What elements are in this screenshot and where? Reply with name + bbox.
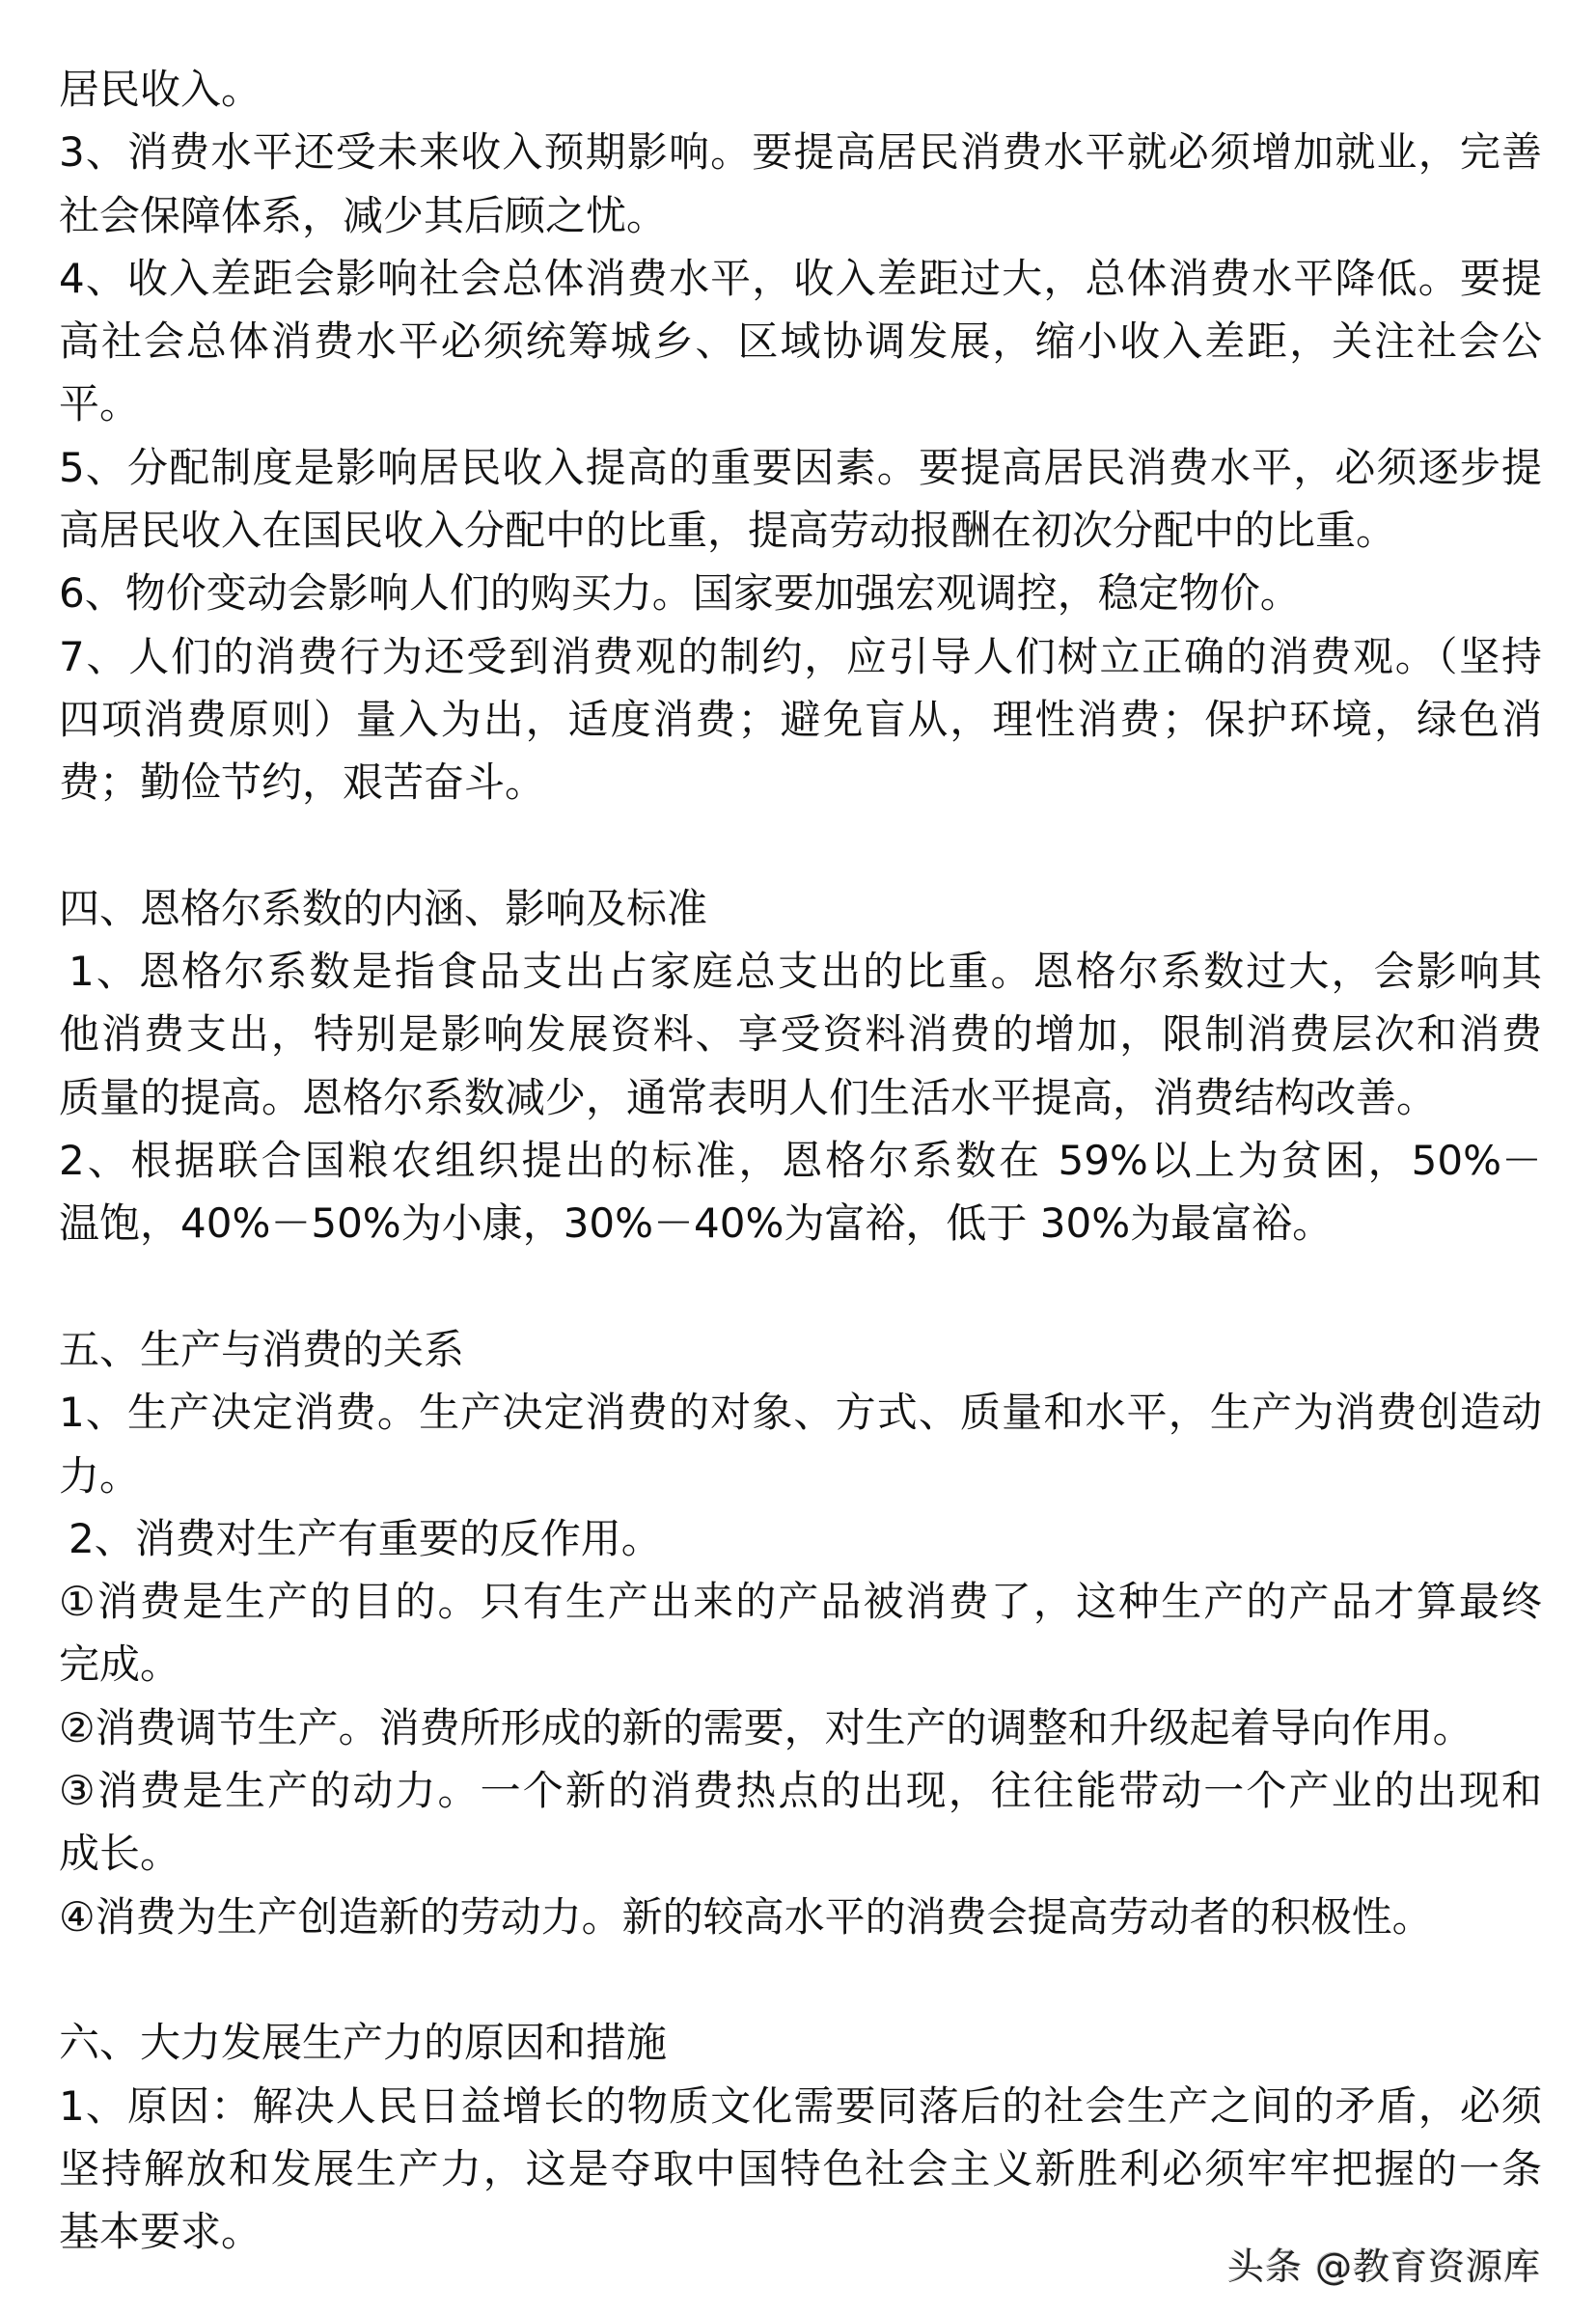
blank-line	[59, 814, 1542, 877]
document-body	[59, 58, 1542, 2263]
text-line: ①消费是生产的目的。只有生产出来的产品被消费了，这种生产的产品才算最终	[59, 1578, 1542, 1626]
section-heading: 四、恩格尔系数的内涵、影响及标准	[59, 884, 708, 932]
text-line: 质量的提高。恩格尔系数减少，通常表明人们生活水平提高，消费结构改善。	[59, 1073, 1438, 1121]
text-line: ③消费是生产的动力。一个新的消费热点的出现，往往能带动一个产业的出现和	[59, 1767, 1542, 1815]
text-line: 居民收入。	[59, 66, 262, 113]
text-line: ②消费调节生产。消费所形成的新的需要，对生产的调整和升级起着导向作用。	[59, 1703, 1473, 1751]
text-line: 1、生产决定消费。生产决定消费的对象、方式、质量和水平，生产为消费创造动	[59, 1389, 1542, 1437]
text-line: 完成。	[59, 1640, 181, 1689]
text-line: 四项消费原则）量入为出，适度消费；避免盲从，理性消费；保护环境，绿色消	[59, 695, 1542, 743]
text-line: 高社会总体消费水平必须统筹城乡、区域协调发展，缩小收入差距，关注社会公	[59, 317, 1542, 366]
text-line: 社会保障体系，减少其后顾之忧。	[59, 191, 668, 239]
text-line: 温饱，40%－50%为小康，30%－40%为富裕，低于 30%为最富裕。	[59, 1199, 1334, 1248]
text-line: 基本要求。	[59, 2208, 262, 2256]
text-line: 坚持解放和发展生产力，这是夺取中国特色社会主义新胜利必须牢牢把握的一条	[59, 2144, 1542, 2192]
text-line: 1、恩格尔系数是指食品支出占家庭总支出的比重。恩格尔系数过大，会影响其	[69, 948, 1542, 996]
section-heading: 六、大力发展生产力的原因和措施	[59, 2019, 668, 2067]
text-line: 5、分配制度是影响居民收入提高的重要因素。要提高居民消费水平，必须逐步提	[59, 443, 1542, 491]
text-line: 高居民收入在国民收入分配中的比重，提高劳动报酬在初次分配中的比重。	[59, 507, 1397, 555]
text-line: 他消费支出，特别是影响发展资料、享受资料消费的增加，限制消费层次和消费	[59, 1010, 1542, 1059]
text-line: 2、根据联合国粮农组织提出的标准，恩格尔系数在 59%以上为贫困，50%－	[59, 1137, 1542, 1185]
text-line: 1、原因：解决人民日益增长的物质文化需要同落后的社会生产之间的矛盾，必须	[59, 2081, 1542, 2130]
text-line: 7、人们的消费行为还受到消费观的制约，应引导人们树立正确的消费观。（坚持	[59, 632, 1542, 680]
section-heading: 五、生产与消费的关系	[59, 1325, 465, 1373]
text-line: 4、收入差距会影响社会总体消费水平，收入差距过大，总体消费水平降低。要提	[59, 254, 1542, 302]
text-line: 费；勤俭节约，艰苦奋斗。	[59, 758, 546, 807]
text-line: ④消费为生产创造新的劳动力。新的较高水平的消费会提高劳动者的积极性。	[59, 1892, 1433, 1941]
blank-line	[59, 1948, 1542, 2011]
blank-line	[59, 1255, 1542, 1318]
text-line: 2、消费对生产有重要的反作用。	[69, 1514, 662, 1562]
text-line: 平。	[59, 380, 141, 428]
text-line: 3、消费水平还受未来收入预期影响。要提高居民消费水平就必须增加就业，完善	[59, 128, 1542, 177]
text-line: 成长。	[59, 1830, 181, 1878]
text-line: 力。	[59, 1451, 141, 1500]
text-line: 6、物价变动会影响人们的购买力。国家要加强宏观调控，稳定物价。	[59, 569, 1301, 618]
watermark: 头条 @教育资源库	[1227, 2245, 1542, 2288]
